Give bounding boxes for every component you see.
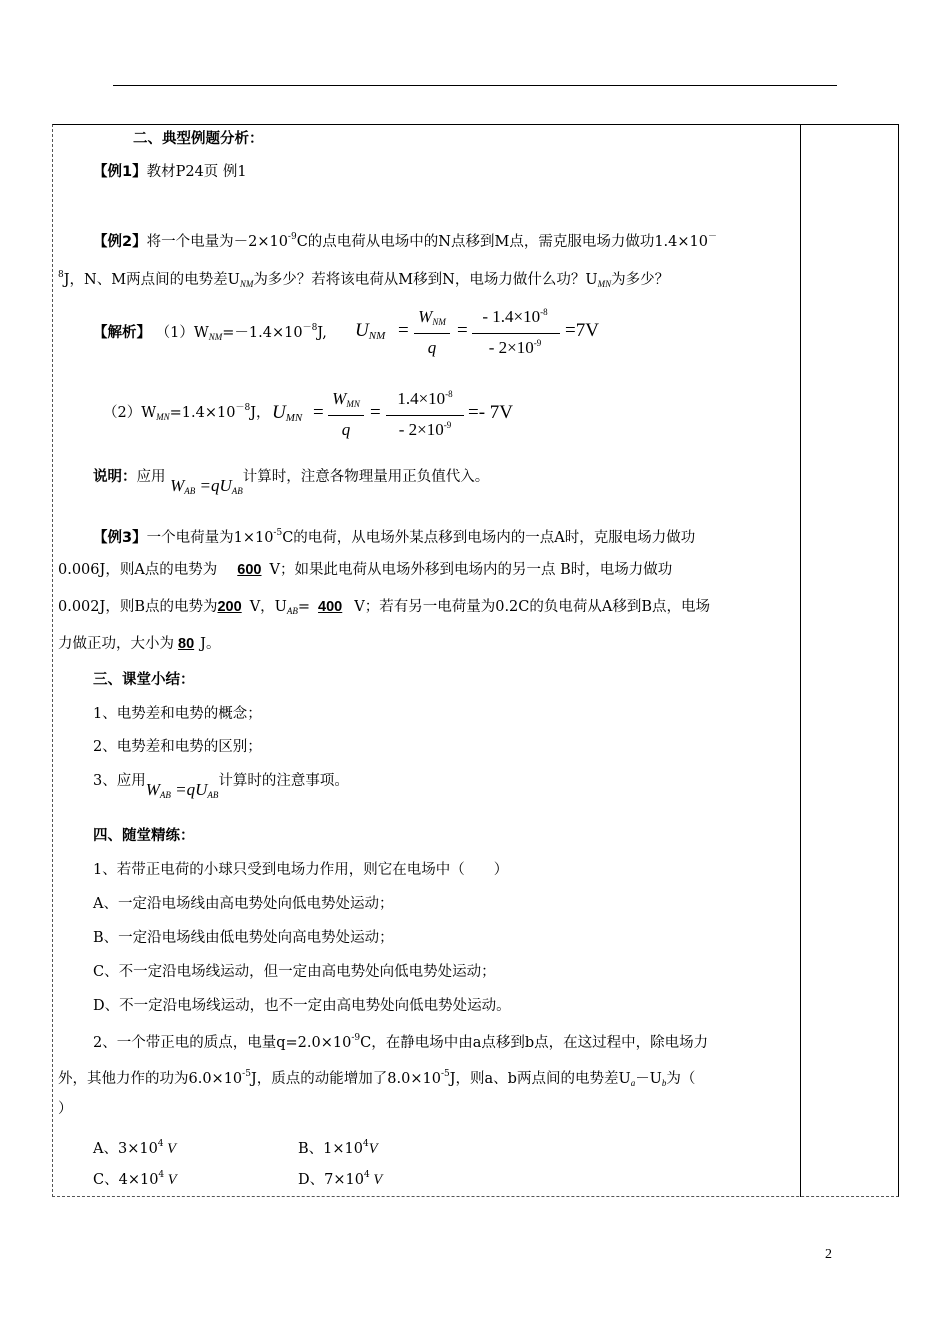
example-2-label: 【例2】: [93, 234, 147, 250]
ex3-answer-4: 80: [178, 636, 195, 652]
summary-item-1: 1、电势差和电势的概念；: [93, 706, 262, 722]
ex3-l3-sub: AB: [286, 606, 298, 616]
header-rule: [113, 85, 837, 86]
eq2-num2-sup: -8: [445, 389, 453, 399]
eq1-den2: - 2×10: [488, 338, 534, 357]
q2-opt-c-sup: 4: [158, 1170, 165, 1180]
eq1-lhs-sub: NM: [368, 330, 386, 342]
summary-formula-mid: =qU: [170, 780, 208, 799]
ex3-l2-b: V；如果此电荷从电场外移到电场内的另一点 B时，电场力做功: [269, 562, 673, 578]
question-1: 1、若带正电荷的小球只受到电场力作用，则它在电场中（ ）: [93, 862, 509, 878]
q2-l2-sub2: b: [661, 1078, 667, 1088]
example-1-label: 【例1】: [93, 164, 147, 180]
q2-opt-a-text: A、3×10: [93, 1141, 158, 1157]
question-1-option-a: A、一定沿电场线由高电势处向低电势处运动；: [93, 896, 394, 912]
ex3-l4-a: 力做正功，大小为: [58, 636, 174, 652]
summary-formula-sub2: AB: [207, 790, 219, 800]
eq1-den2-sup: -9: [533, 338, 542, 348]
q2-opt-c-unit: V: [164, 1172, 177, 1188]
q2-opt-d-text: D、7×10: [298, 1172, 364, 1188]
note-formula-sub: AB: [184, 486, 196, 496]
section-2-title: 二、典型例题分析：: [133, 131, 264, 147]
summary-item-3: [93, 770, 349, 800]
example-2-line-1: [93, 227, 717, 252]
eq2-num2: 1.4×10: [397, 389, 446, 408]
q2-l1-b: C，在静电场中由a点移到b点，在这过程中，除电场力: [360, 1035, 709, 1051]
summary-formula: [146, 780, 219, 799]
q2-opt-b-unit: V: [368, 1141, 378, 1157]
eq1-den: q: [427, 338, 437, 357]
eq2-result: =- 7V: [468, 402, 514, 423]
ex2-sup-b: －: [708, 232, 718, 242]
eq2-den: q: [341, 420, 351, 439]
question-2-option-a: [93, 1134, 176, 1159]
q2-l1-a: 2、一个带正电的质点，电量q=2.0×10: [93, 1035, 352, 1051]
eq2-bar-1: [328, 415, 364, 416]
question-2-option-c: [93, 1165, 177, 1190]
sol-p2-sub: MN: [156, 412, 170, 422]
q2-l2-sup2: -5: [440, 1069, 450, 1079]
ex3-l4-b: J。: [200, 636, 221, 652]
example-1: [93, 162, 247, 182]
sol-p2-b: =1.4×10: [169, 405, 236, 421]
sol-p1-b: =－1.4×10: [222, 325, 303, 341]
sol-p1-c: J,: [317, 325, 327, 341]
summary-formula-sub: AB: [159, 790, 171, 800]
eq1-equals-2: =: [457, 320, 468, 341]
ex2-sub-b: MN: [597, 279, 612, 289]
ex3-l1-a: 一个电荷量为1×10: [146, 530, 274, 546]
q2-l1-sup: -9: [351, 1033, 361, 1043]
section-3-title: 三、课堂小结：: [93, 672, 195, 688]
ex2-sup-c: 8: [58, 270, 64, 280]
ex3-l1-sup: -5: [273, 528, 283, 538]
example-3-line-4: [58, 634, 220, 654]
note-text-a: 应用: [136, 469, 166, 485]
q2-opt-a-unit: V: [163, 1141, 177, 1157]
sol-p2-sup: －8: [235, 403, 251, 413]
ex2-sup-a: -9: [287, 232, 297, 242]
note-formula-w: W: [170, 476, 185, 495]
section-4-title: 四、随堂精练：: [93, 828, 195, 844]
sol-p2-c: J，: [250, 405, 271, 421]
eq2-num: W: [332, 389, 347, 408]
example-1-text: 教材P24页 例1: [146, 164, 247, 180]
question-2-line-1: [93, 1028, 708, 1053]
eq2-bar-2: [386, 415, 464, 416]
q2-opt-d-sup: 4: [363, 1170, 370, 1180]
q2-l2-b: J，质点的动能增加了8.0×10: [250, 1071, 441, 1087]
q2-l2-a: 外，其他力作的功为6.0×10: [58, 1071, 243, 1087]
solution-part-2: [103, 398, 271, 427]
eq2-lhs: U: [272, 402, 286, 423]
example-3-line-2: [58, 560, 672, 580]
eq1-result: =7V: [565, 320, 599, 341]
question-1-option-c: C、不一定沿电场线运动，但一定由高电势处向低电势处运动；: [93, 964, 496, 980]
eq2-den2: - 2×10: [398, 420, 444, 439]
eq2-equals-2: =: [370, 402, 381, 423]
sol-p1-a: （1）W: [155, 325, 209, 341]
eq1-num2-sup: -8: [540, 307, 548, 317]
q2-opt-c-text: C、4×10: [93, 1172, 159, 1188]
example-3-line-3: [58, 597, 710, 621]
question-2-line-3: ）: [58, 1101, 73, 1117]
sol-p1-sub: NM: [208, 332, 223, 342]
ex3-l3-c: =: [297, 599, 311, 615]
ex3-l3-a: 0.002J，则B点的电势为: [58, 599, 218, 615]
ex3-l2-a: 0.006J，则A点的电势为: [58, 562, 218, 578]
note-formula-sub2: AB: [231, 486, 243, 496]
note-formula-mid: =qU: [195, 476, 232, 495]
q2-opt-b-sup: 4: [362, 1139, 369, 1149]
eq1-num2: - 1.4×10: [482, 307, 541, 326]
eq2-lhs-sub: MN: [285, 412, 303, 424]
sol-p2-a: （2）W: [103, 405, 157, 421]
ex2-text-c: N点移到M点，需克服电场力做功1.4×10: [438, 234, 708, 250]
note-label: 说明：: [93, 469, 137, 485]
ex3-l3-b: V，U: [249, 599, 287, 615]
summary-item-3-text: 3、应用: [93, 773, 146, 789]
summary-item-2: 2、电势差和电势的区别；: [93, 739, 262, 755]
q2-opt-b-text: B、1×10: [298, 1141, 363, 1157]
question-2-line-2: [58, 1064, 695, 1093]
ex3-l1-b: C的电荷，从电场外某点移到电场内的一点A时，克服电场力做功: [282, 530, 696, 546]
ex2-sub-a: NM: [239, 279, 254, 289]
eq2-equals-1: =: [313, 402, 324, 423]
eq1-bar-1: [414, 333, 450, 334]
eq1-bar-2: [472, 333, 560, 334]
note-line: [93, 466, 490, 496]
question-1-option-d: D、不一定沿电场线运动，也不一定由高电势处向低电势处运动。: [93, 998, 511, 1014]
eq1-lhs: U: [355, 320, 369, 341]
summary-item-3-tail: 计算时的注意事项。: [218, 773, 349, 789]
ex2-text-a: 将一个电量为－2×10: [146, 234, 288, 250]
ex2-text-b: C的点电荷从电场中的: [296, 234, 439, 250]
q2-l2-sup: -5: [242, 1069, 251, 1079]
q2-l2-c: J，则a、b两点间的电势差U: [449, 1071, 631, 1087]
ex3-answer-3: 400: [318, 599, 343, 615]
ex2-text-d: J，N、M两点间的电势差U: [63, 272, 240, 288]
ex2-text-e: 为多少？若将该电荷从M移到N，电场力做什么功？U: [253, 272, 598, 288]
q2-opt-a-sup: 4: [157, 1139, 164, 1149]
ex3-l3-d: V；若有另一电荷量为0.2C的负电荷从A移到B点，电场: [354, 599, 711, 615]
solution-label: 【解析】: [93, 325, 151, 341]
q2-l2-e: 为（: [666, 1071, 696, 1087]
ex2-text-f: 为多少？: [611, 272, 670, 288]
sol-p1-sup: －8: [302, 323, 318, 333]
example-3-line-1: [93, 523, 695, 548]
example-3-label: 【例3】: [93, 530, 147, 546]
eq2-num-sub: MN: [346, 399, 360, 409]
question-2-option-b: [298, 1134, 378, 1159]
question-1-option-b: B、一定沿电场线由低电势处向高电势处运动；: [93, 930, 394, 946]
eq1-num: W: [418, 307, 433, 326]
ex3-answer-2: 200: [217, 599, 242, 615]
table-column-divider: [800, 124, 801, 1197]
note-formula: [170, 476, 243, 495]
eq1-equals-1: =: [398, 320, 409, 341]
q2-opt-d-unit: V: [369, 1172, 383, 1188]
solution-part-1: [93, 318, 327, 347]
summary-formula-w: W: [145, 780, 160, 799]
page-number: 2: [825, 1247, 832, 1262]
eq2-den2-sup: -9: [443, 420, 452, 430]
q2-l2-d: －U: [635, 1071, 662, 1087]
q2-l2-sub: a: [630, 1078, 636, 1088]
question-2-option-d: [298, 1165, 382, 1190]
example-2-line-2: [58, 265, 669, 294]
eq1-num-sub: NM: [432, 317, 446, 327]
note-text-b: 计算时，注意各物理量用正负值代入。: [242, 469, 490, 485]
ex3-answer-1: 600: [237, 562, 262, 578]
